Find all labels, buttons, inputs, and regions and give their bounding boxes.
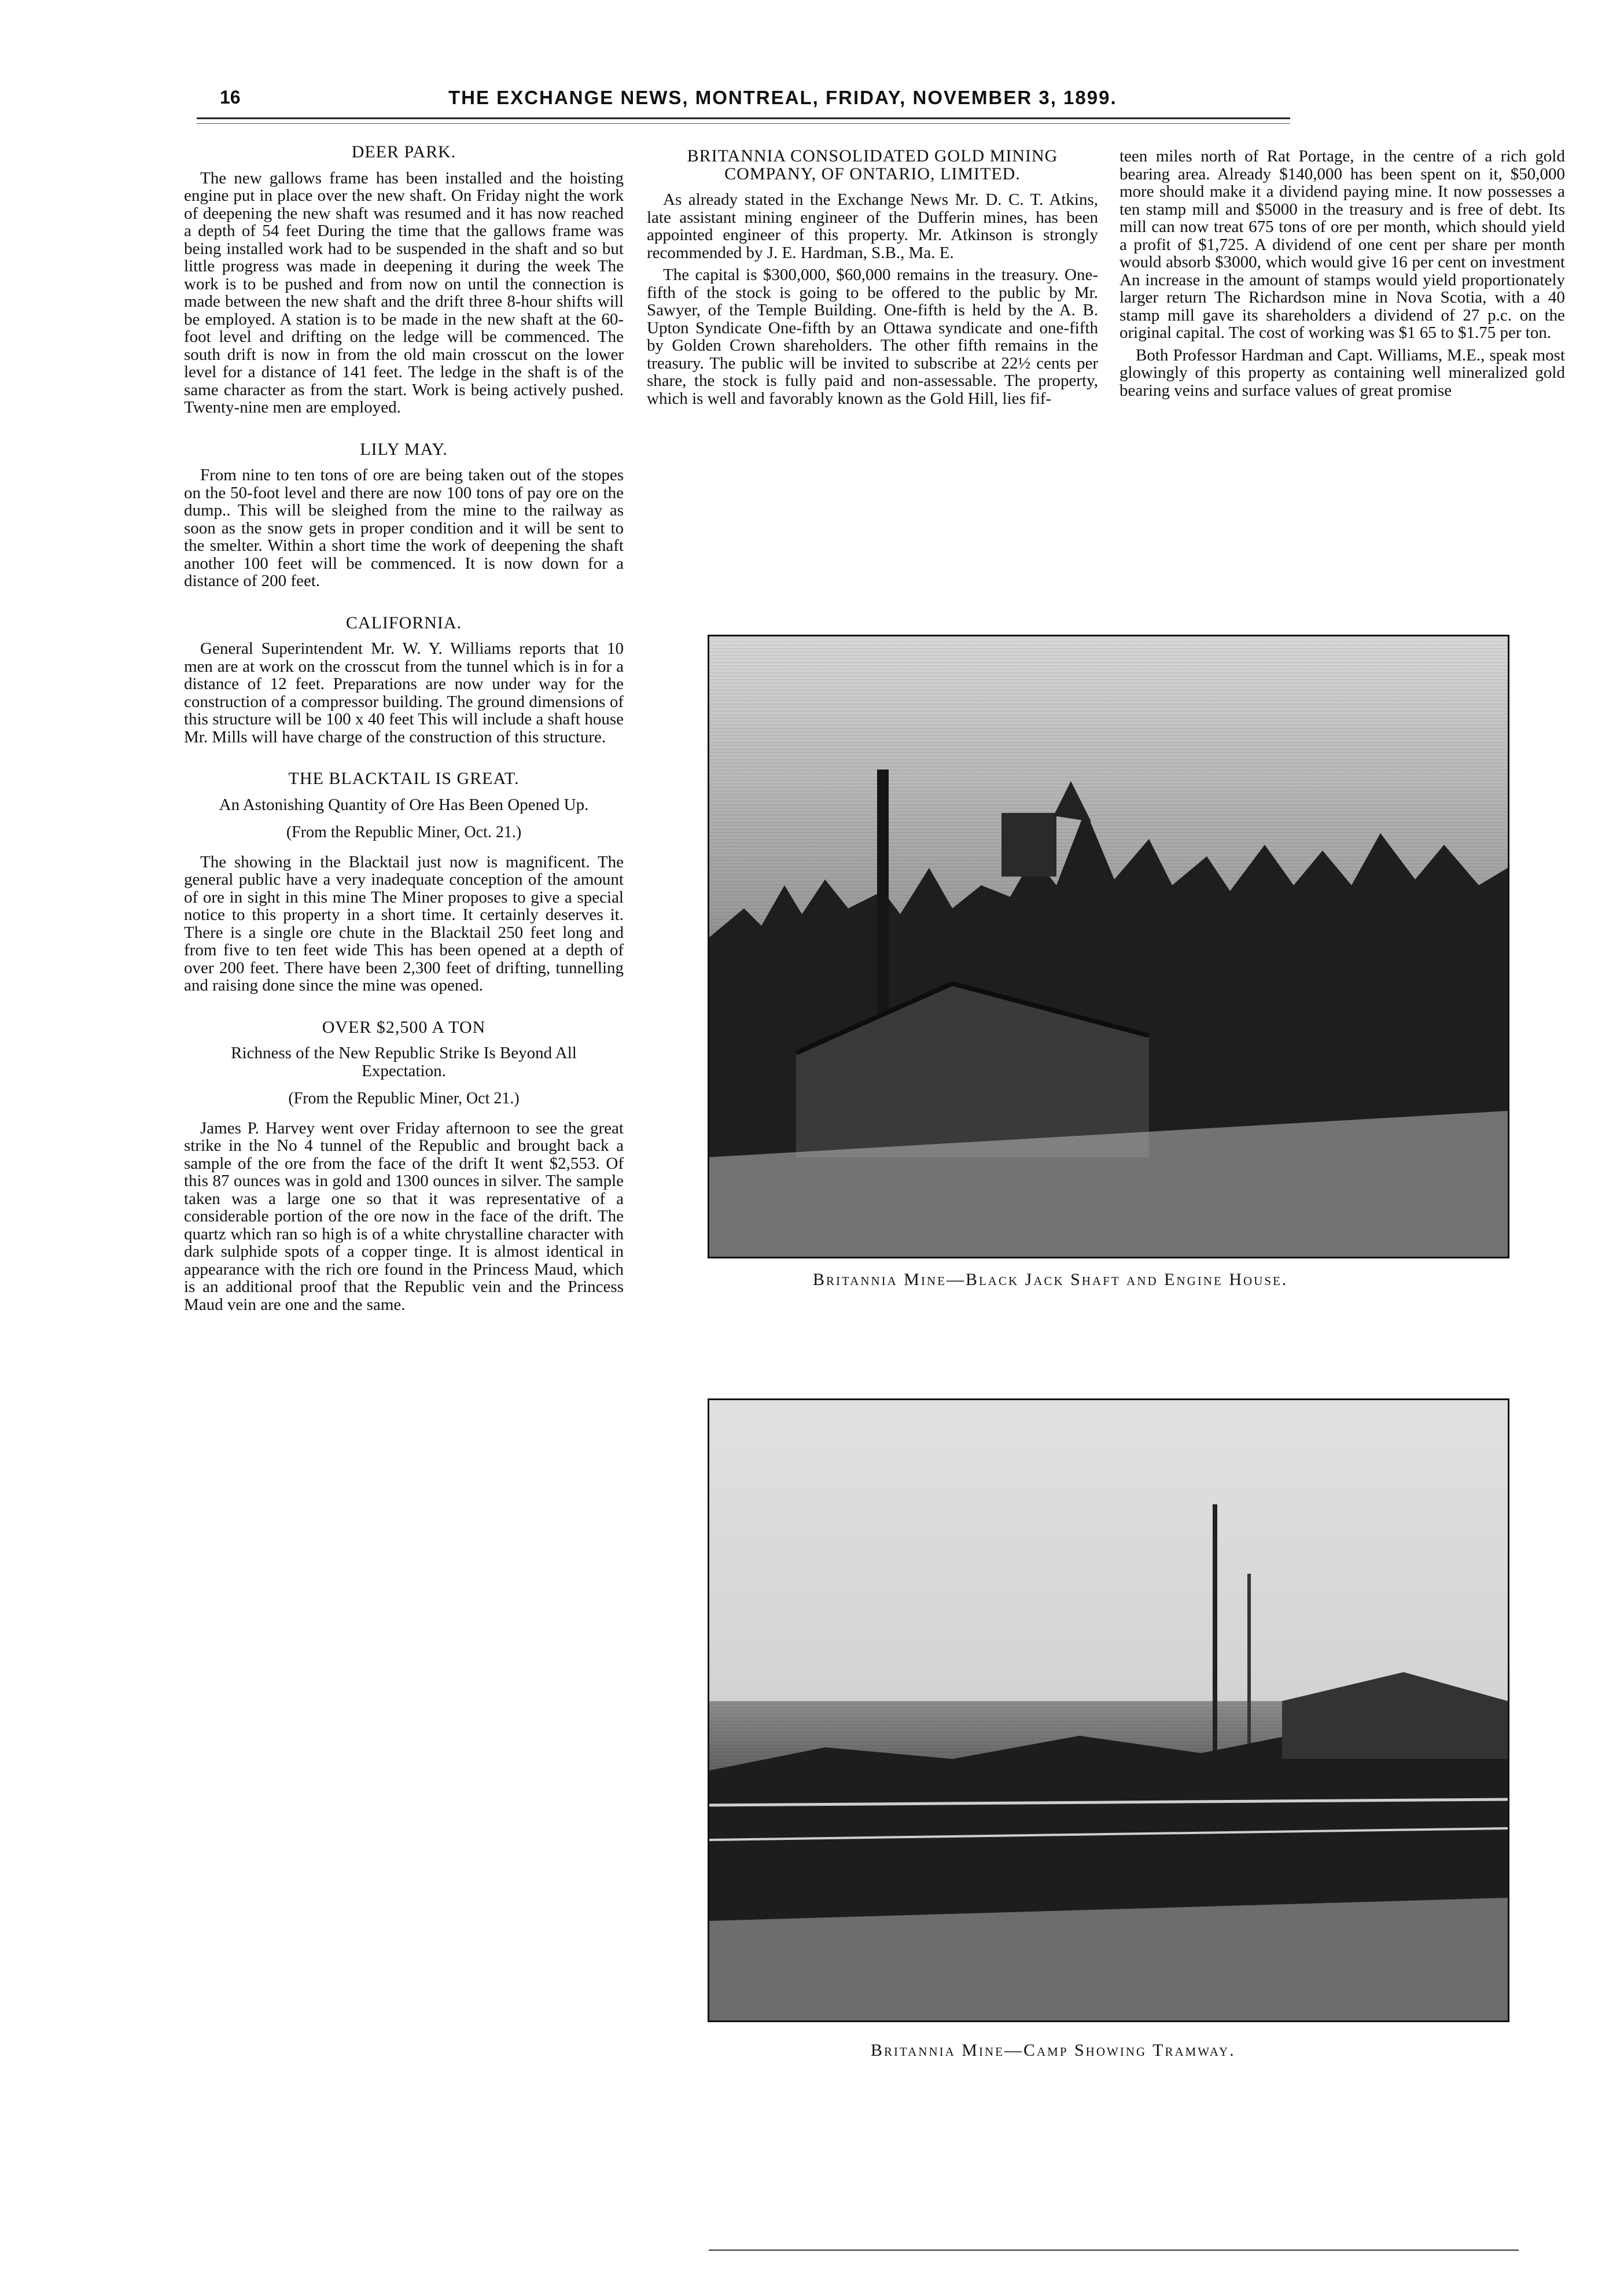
- over-2500-dateline: (From the Republic Miner, Oct 21.): [288, 1089, 520, 1107]
- photo-caption-black-jack: Britannia Mine—Black Jack Shaft and Engine House.: [813, 1270, 1288, 1289]
- deer-park-body: The new gallows frame has been installed and the hoisting engine put in place over the new shaft. On Friday night the work of deepening the new shaft was resumed and it has now reached a depth of 54 feet During the time that the gallows frame was being installed work had to be suspended in the shaft and so but little progress was made in deepening it during the week The work is to be pushed and from now on until the connection is made between the new shaft and the drift three 8-hour shifts will be employed. A station is to be made in the new shaft at the 60-foot level and drifting on the ledge will be commenced. The south drift is now in from the old main crosscut on the lower level for a distance of 141 feet. The ledge in the shaft is of the same character as from the start. Work is being actively pushed. Twenty-nine men are employed.: [184, 168, 624, 417]
- column-1: [184, 143, 624, 1318]
- over-2500-body: James P. Harvey went over Friday afternoon to see the great strike in the No 4 tunnel of the Republic and brought back a sample of the ore from the face of the drift It went $2,553. Of this 87 ounces was in gold and 1300 ounces in silver. The sample taken was a large one so that it was representative of a considerable portion of the ore now in the face of the drift. The quartz which ran so high is of a white chrystalline character with dark sulphide spots of a copper tinge. It is almost identical in appearance with the rich ore found in the Princess Maud, which is an additional proof that the Republic vein and the Princess Maud vein are one and the same.: [184, 1118, 624, 1314]
- header-rule: [197, 117, 1290, 119]
- photo-caption-camp: Britannia Mine—Camp Showing Tramway.: [871, 2041, 1236, 2060]
- britannia-paragraph-1: As already stated in the Exchange News Mr. D. C. T. Atkins, late assistant mining engineer of the Dufferin mines, has been appointed engineer of this property. Mr. Atkinson is strongly recommended by J. E. Hardman, S.B., Ma. E.: [647, 190, 1098, 262]
- header-rule-thin: [197, 123, 1290, 124]
- blacktail-dateline: (From the Republic Miner, Oct. 21.): [286, 823, 522, 841]
- page-number: 16: [220, 87, 241, 108]
- column-2: [647, 148, 1098, 412]
- column-3: [1120, 148, 1565, 404]
- britannia-paragraph-3: teen miles north of Rat Portage, in the centre of a rich gold bearing area. Already $140,000 has been spent on it, $50,000 more should make it a dividend paying mine. It now possesses a ten stamp mill and $5000 in the treasury and is free of debt. Its mill can now treat 675 tons of ore per month, which should yield a profit of $1,725. A dividend of one cent per share per month would absorb $3000, which would give 16 per cent on investment An increase in the amount of stamps would yield proportionately larger return The Richardson mine in Nova Scotia, with a 40 stamp mill gave its shareholders a dividend of 27 p.c. on the original capital. The cost of working was $1 65 to $1.75 per ton.: [1120, 147, 1565, 342]
- lily-may-heading: LILY MAY.: [360, 439, 448, 459]
- masthead: THE EXCHANGE NEWS, MONTREAL, FRIDAY, NOVEMBER 3, 1899.: [448, 87, 1117, 108]
- over-2500-subhead: Richness of the New Republic Strike Is Beyond All Expectation.: [231, 1044, 577, 1080]
- britannia-heading: BRITANNIA CONSOLIDATED GOLD MINING COMPANY, OF ONTARIO, LIMITED.: [687, 146, 1058, 183]
- lily-may-body: From nine to ten tons of ore are being taken out of the stopes on the 50-foot level and there are now 100 tons of pay ore on the dump.. This will be sleighed from the mine to the railway as soon as the snow gets in proper condition and it will be sent to the smelter. Within a short time the work of deepening the shaft another 100 feet will be commenced. It is now down for a distance of 200 feet.: [184, 466, 624, 590]
- photo-black-jack-shaft: [708, 635, 1509, 1258]
- california-heading: CALIFORNIA.: [345, 613, 462, 632]
- footer-rule: [709, 2250, 1519, 2251]
- blacktail-subhead: An Astonishing Quantity of Ore Has Been Opened Up.: [219, 795, 589, 814]
- photo-camp-tramway: [708, 1398, 1509, 2022]
- deer-park-heading: DEER PARK.: [351, 142, 456, 161]
- over-2500-heading: OVER $2,500 A TON: [322, 1017, 486, 1037]
- california-body: General Superintendent Mr. W. Y. Williams reports that 10 men are at work on the crosscut from the tunnel which is in for a distance of 12 feet. Preparations are now under way for the construction of a compressor building. The ground dimensions of this structure will be 100 x 40 feet This will include a shaft house Mr. Mills will have charge of the construction of this structure.: [184, 639, 624, 746]
- britannia-paragraph-2: The capital is $300,000, $60,000 remains in the treasury. One-fifth of the stock is going to be offered to the public by Mr. Sawyer, of the Temple Building. One-fifth is held by the A. B. Upton Syndicate One-fifth by an Ottawa syndicate and one-fifth by Golden Crown shareholders. The other fifth remains in the treasury. The public will be invited to subscribe at 22½ cents per share, the stock is fully paid and non-assessable. The property, which is well and favorably known as the Gold Hill, lies fif-: [647, 266, 1098, 408]
- blacktail-heading: THE BLACKTAIL IS GREAT.: [288, 769, 520, 788]
- britannia-paragraph-4: Both Professor Hardman and Capt. Williams, M.E., speak most glowingly of this property as containing well mineralized gold bearing veins and surface values of great promise: [1120, 345, 1565, 400]
- blacktail-body: The showing in the Blacktail just now is magnificent. The general public have a very inadequate conception of the amount of ore in sight in this mine The Miner proposes to give a special notice to this property in a short time. It certainly deserves it. There is a single ore chute in the Blacktail 250 feet long and from five to ten feet wide This has been opened at a depth of over 200 feet. There have been 2,300 feet of drifting, tunnelling and raising done since the mine was opened.: [184, 852, 624, 995]
- page-header: [211, 87, 1281, 110]
